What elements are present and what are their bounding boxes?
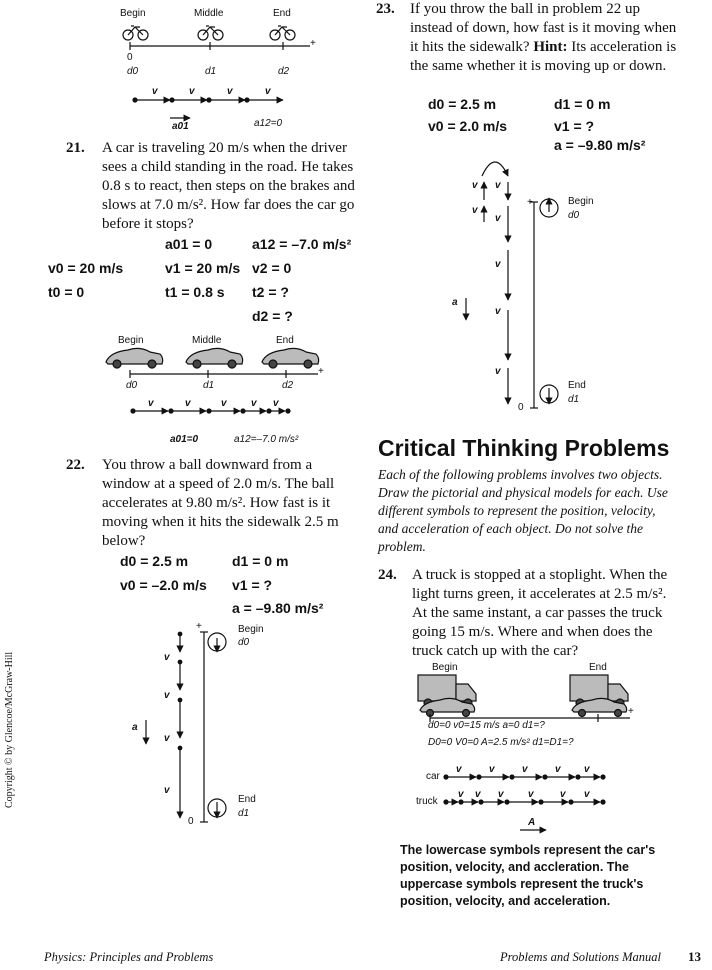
accel-label-a01: a01 <box>172 121 189 132</box>
velocity-label: v <box>584 789 590 800</box>
problem-24-number: 24. <box>378 567 397 583</box>
label-end: End <box>589 662 607 673</box>
label-zero: 0 <box>188 816 194 827</box>
eq-v0: v0 = –2.0 m/s <box>120 577 207 593</box>
velocity-label: v <box>164 785 170 796</box>
hint-label: Hint: <box>533 39 568 55</box>
eq-v2: v2 = 0 <box>252 260 292 276</box>
section-intro: Each of the following problems involves two objects. Draw the pictorial and physical models for each. Use different symbols to represent the position, velocity, and acceleration of each object. Do not solve the problem. <box>378 467 668 554</box>
velocity-label: v <box>164 690 170 701</box>
velocity-label: v <box>265 86 271 97</box>
velocity-label: v <box>152 86 158 97</box>
velocity-label: v <box>498 789 504 800</box>
velocity-label: v <box>495 213 501 224</box>
label-d2: d2 <box>278 66 290 77</box>
bicycle-icon <box>270 26 295 40</box>
label-d2: d2 <box>282 380 294 391</box>
velocity-label: v <box>495 259 501 270</box>
label-begin: Begin <box>238 624 264 635</box>
car-icon <box>106 348 163 368</box>
problem-22-text: You throw a ball downward from a window at a speed of 2.0 m/s. The ball accelerates at 9.80 m/s². How fast is it moving when it hits the sidewalk 2.5 m below? <box>102 457 339 549</box>
velocity-label: v <box>164 733 170 744</box>
truck-motion-vectors <box>444 800 605 804</box>
axis-plus: + <box>310 38 316 49</box>
velocity-label: v <box>472 180 478 191</box>
label-begin: Begin <box>120 8 146 19</box>
problem-23-number: 23. <box>376 1 395 17</box>
eq-t1: t1 = 0.8 s <box>165 284 225 300</box>
velocity-label: v <box>584 764 590 775</box>
label-end: End <box>568 380 586 391</box>
velocity-label: v <box>148 398 154 409</box>
velocity-label: v <box>495 180 501 191</box>
page-number: 13 <box>688 949 701 964</box>
axis-plus: + <box>196 621 202 632</box>
eq-a: a = –9.80 m/s² <box>232 600 324 616</box>
label-begin: Begin <box>118 335 144 346</box>
velocity-label: v <box>528 789 534 800</box>
problem-21-number: 21. <box>66 140 85 156</box>
eq-v1: v1 = ? <box>232 577 273 593</box>
truck-knowns: D0=0 V0=0 A=2.5 m/s² d1=D1=? <box>428 737 574 748</box>
bicycle-icon <box>123 26 148 40</box>
velocity-label: v <box>189 86 195 97</box>
truck-label: truck <box>416 796 438 807</box>
velocity-vectors <box>131 409 290 413</box>
eq-a01: a01 = 0 <box>165 236 213 252</box>
label-d0: d0 <box>568 210 580 221</box>
eq-d0: d0 = 2.5 m <box>428 96 497 112</box>
car-icon <box>186 348 243 368</box>
footer-manual-title: Problems and Solutions Manual <box>500 950 661 964</box>
problem-23-text: If you throw the ball in problem 22 up instead of down, how fast is it moving when it hits the sidewalk? Hint: Its acceleration is the same whether it is moving up or down. <box>410 1 677 74</box>
accel-label-a12: a12=–7.0 m/s² <box>234 434 299 445</box>
velocity-label: v <box>522 764 528 775</box>
velocity-label: v <box>458 789 464 800</box>
label-d1: d1 <box>568 394 580 405</box>
velocity-label: v <box>475 789 481 800</box>
axis-plus: + <box>318 366 324 377</box>
copyright-notice: Copyright © by Glencoe/McGraw-Hill <box>4 651 15 808</box>
velocity-label: v <box>251 398 257 409</box>
velocity-label: v <box>185 398 191 409</box>
label-d1: d1 <box>238 808 250 819</box>
footer-book-title: Physics: Principles and Problems <box>44 950 214 964</box>
section-heading: Critical Thinking Problems <box>378 435 670 461</box>
axis-plus: + <box>527 197 533 208</box>
truck-accel-label: A <box>528 817 536 828</box>
car-knowns: d0=0 v0=15 m/s a=0 d1=? <box>428 720 545 731</box>
ball-throw-diagram <box>466 162 558 408</box>
eq-d1: d1 = 0 m <box>554 96 611 112</box>
velocity-label: v <box>164 652 170 663</box>
velocity-label: v <box>456 764 462 775</box>
eq-v0: v0 = 20 m/s <box>48 260 124 276</box>
label-d0: d0 <box>238 637 250 648</box>
velocity-label: v <box>495 366 501 377</box>
velocity-label: v <box>227 86 233 97</box>
eq-t0: t0 = 0 <box>48 284 85 300</box>
accel-label: a <box>132 722 138 733</box>
eq-a12: a12 = –7.0 m/s² <box>252 236 352 252</box>
label-begin: Begin <box>432 662 458 673</box>
eq-v1: v1 = ? <box>554 118 595 134</box>
bike-diagram <box>123 26 310 50</box>
symbol-note: The lowercase symbols represent the car's position, velocity, and accleration. The uppercase symbols represent the truck's position, velocity, and acceleration. <box>400 843 656 908</box>
label-end: End <box>238 794 256 805</box>
velocity-label: v <box>555 764 561 775</box>
axis-plus: + <box>628 706 634 717</box>
label-end: End <box>276 335 294 346</box>
label-zero: 0 <box>518 402 524 413</box>
label-d1: d1 <box>205 66 217 77</box>
velocity-label: v <box>221 398 227 409</box>
eq-d2: d2 = ? <box>252 308 293 324</box>
problem-21-text: A car is traveling 20 m/s when the driver sees a child standing in the road. He takes 0.8 s to react, then steps on the brakes and slows at 7.0 m/s². How far does the car go before it stops? <box>102 140 355 232</box>
label-d0: d0 <box>127 66 139 77</box>
velocity-label: v <box>472 205 478 216</box>
truck-car-diagram <box>418 675 630 830</box>
accel-label: a <box>452 297 458 308</box>
car-icon <box>262 348 319 368</box>
problem-24-text: A truck is stopped at a stoplight. When the light turns green, it accelerates at 2.5 m/s². At the same instant, a car passes the truck going 15 m/s. Where and when does the truck catch up with the car? <box>412 567 668 659</box>
velocity-label: v <box>273 398 279 409</box>
problem-22-number: 22. <box>66 457 85 473</box>
label-middle: Middle <box>194 8 224 19</box>
label-begin: Begin <box>568 196 594 207</box>
car-label: car <box>426 771 440 782</box>
eq-v0: v0 = 2.0 m/s <box>428 118 508 134</box>
eq-d0: d0 = 2.5 m <box>120 553 189 569</box>
car-motion-vectors <box>444 775 605 779</box>
velocity-vectors <box>133 98 283 118</box>
eq-t2: t2 = ? <box>252 284 289 300</box>
velocity-label: v <box>489 764 495 775</box>
accel-label-a01: a01=0 <box>170 434 199 445</box>
eq-d1: d1 = 0 m <box>232 553 289 569</box>
eq-a: a = –9.80 m/s² <box>554 137 646 153</box>
label-zero: 0 <box>127 52 133 63</box>
eq-v1: v1 = 20 m/s <box>165 260 241 276</box>
label-d0: d0 <box>126 380 138 391</box>
bicycle-icon <box>198 26 223 40</box>
velocity-label: v <box>495 306 501 317</box>
label-end: End <box>273 8 291 19</box>
velocity-label: v <box>560 789 566 800</box>
ball-drop-diagram <box>146 632 226 822</box>
label-middle: Middle <box>192 335 222 346</box>
label-d1: d1 <box>203 380 215 391</box>
accel-label-a12: a12=0 <box>254 118 283 129</box>
